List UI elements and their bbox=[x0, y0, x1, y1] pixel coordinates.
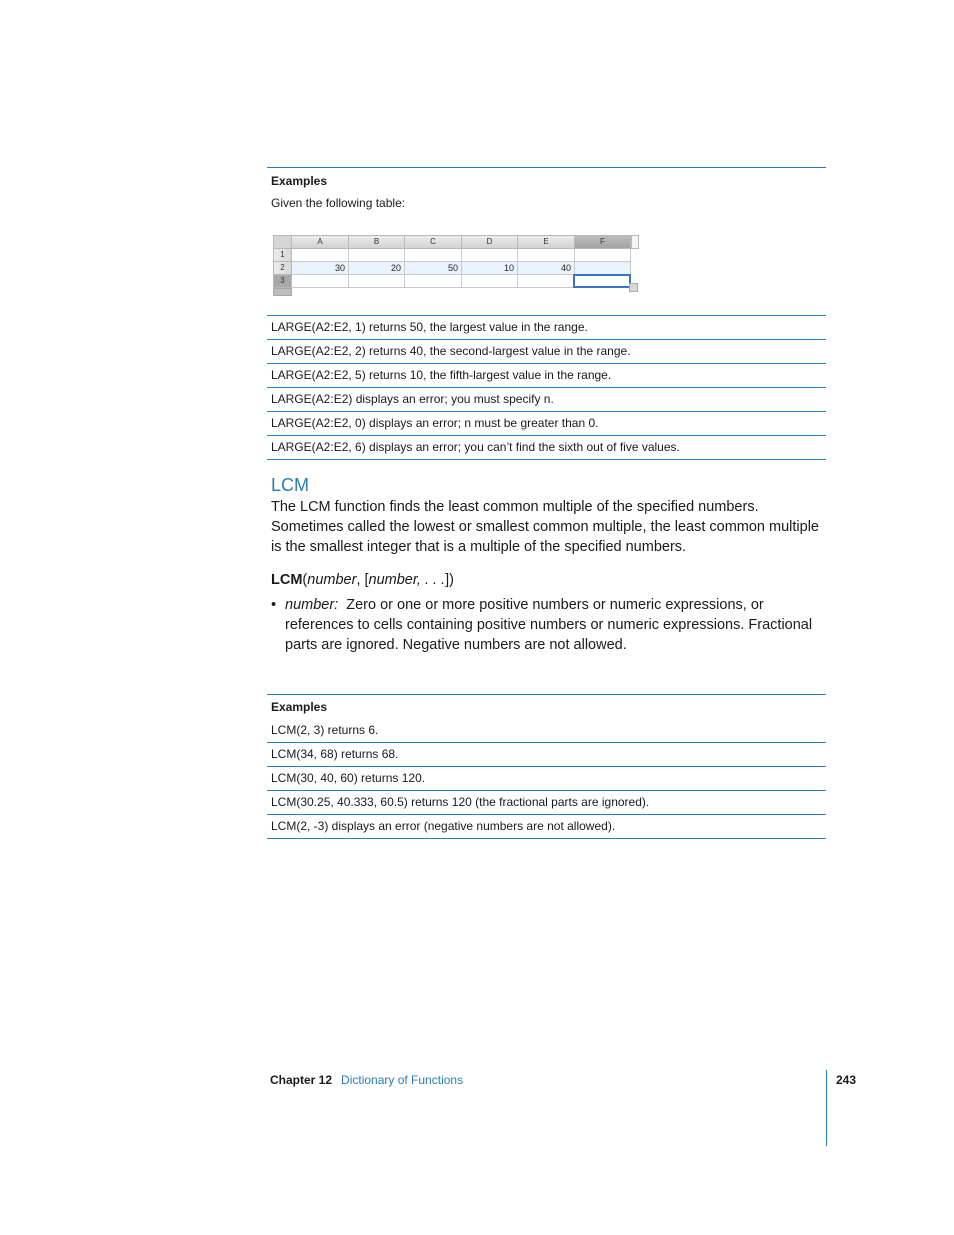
lcm-argument-bullet bbox=[267, 595, 826, 655]
argument-description: Zero or one or more positive numbers or numeric expressions, or references to cells containing positive numbers or numeric expressions. Fractional parts are ignored. Negative numbers are not allowed. bbox=[285, 597, 813, 653]
example-spreadsheet bbox=[273, 235, 645, 301]
page-number: 243 bbox=[836, 1073, 857, 1087]
column-header-e: E bbox=[518, 235, 575, 249]
cell-b3 bbox=[349, 275, 405, 288]
large-examples-intro: Given the following table: bbox=[271, 196, 406, 210]
cell-e2: 40 bbox=[518, 262, 575, 275]
bullet-icon: • bbox=[271, 597, 277, 613]
cell-b2: 20 bbox=[349, 262, 405, 275]
row-header-1: 1 bbox=[273, 249, 292, 262]
syntax-close: ]) bbox=[445, 572, 454, 588]
lcm-example-row: LCM(34, 68) returns 68. bbox=[267, 743, 826, 767]
argument-term: number: bbox=[285, 597, 339, 613]
cell-f1 bbox=[575, 249, 631, 262]
lcm-examples-heading: Examples bbox=[271, 700, 328, 714]
large-example-row: LARGE(A2:E2) displays an error; you must specify n. bbox=[267, 388, 826, 412]
cell-d3 bbox=[462, 275, 518, 288]
sheet-corner bbox=[273, 235, 292, 249]
syntax-open: ( bbox=[302, 572, 308, 588]
syntax-function-name: LCM bbox=[271, 572, 303, 588]
syntax-separator: , [ bbox=[356, 572, 369, 588]
large-examples-heading: Examples bbox=[271, 174, 328, 188]
cell-d1 bbox=[462, 249, 518, 262]
lcm-example-row: LCM(30.25, 40.333, 60.5) returns 120 (the fractional parts are ignored). bbox=[267, 791, 826, 815]
cell-c3 bbox=[405, 275, 462, 288]
lcm-example-row: LCM(2, -3) displays an error (negative numbers are not allowed). bbox=[267, 815, 826, 839]
column-header-d: D bbox=[462, 235, 518, 249]
large-example-row: LARGE(A2:E2, 5) returns 10, the fifth-largest value in the range. bbox=[267, 364, 826, 388]
cell-d2: 10 bbox=[462, 262, 518, 275]
column-header-b: B bbox=[349, 235, 405, 249]
lcm-heading: LCM bbox=[271, 475, 310, 495]
column-header-f: F bbox=[575, 235, 631, 249]
lcm-example-row: LCM(30, 40, 60) returns 120. bbox=[267, 767, 826, 791]
resize-handle-icon bbox=[629, 283, 638, 292]
page-footer bbox=[270, 1072, 463, 1088]
cell-c2: 50 bbox=[405, 262, 462, 275]
row-header-2: 2 bbox=[273, 262, 292, 275]
footer-divider bbox=[826, 1070, 827, 1146]
cell-a3 bbox=[292, 275, 349, 288]
column-header-a: A bbox=[292, 235, 349, 249]
large-example-row: LARGE(A2:E2, 2) returns 40, the second-largest value in the range. bbox=[267, 340, 826, 364]
lcm-description: The LCM function finds the least common multiple of the specified numbers. Sometimes called the lowest or smallest common multiple, the least common multiple is the smallest integer that is a multiple of the specified numbers. bbox=[271, 499, 819, 555]
syntax-arg-1: number bbox=[307, 572, 357, 588]
large-example-row: LARGE(A2:E2, 1) returns 50, the largest value in the range. bbox=[267, 316, 826, 340]
cell-e3 bbox=[518, 275, 575, 288]
syntax-arg-2: number bbox=[368, 572, 417, 588]
scroll-grip bbox=[631, 235, 639, 249]
cell-e1 bbox=[518, 249, 575, 262]
lcm-syntax bbox=[267, 570, 826, 590]
large-example-row: LARGE(A2:E2, 6) displays an error; you can’t find the sixth out of five values. bbox=[267, 436, 826, 460]
large-example-row: LARGE(A2:E2, 0) displays an error; n must be greater than 0. bbox=[267, 412, 826, 436]
cell-b1 bbox=[349, 249, 405, 262]
column-header-c: C bbox=[405, 235, 462, 249]
cell-a2: 30 bbox=[292, 262, 349, 275]
syntax-ellipsis: , . . . bbox=[416, 572, 446, 588]
lcm-example-row: LCM(2, 3) returns 6. bbox=[267, 719, 826, 743]
cell-c1 bbox=[405, 249, 462, 262]
footer-chapter: Chapter 12 bbox=[270, 1073, 333, 1087]
cell-a1 bbox=[292, 249, 349, 262]
row-grip bbox=[273, 288, 292, 296]
page-content bbox=[267, 167, 826, 839]
footer-chapter-title[interactable]: Dictionary of Functions bbox=[341, 1073, 464, 1087]
row-header-3: 3 bbox=[273, 275, 292, 288]
cell-f3-selected bbox=[573, 274, 631, 288]
